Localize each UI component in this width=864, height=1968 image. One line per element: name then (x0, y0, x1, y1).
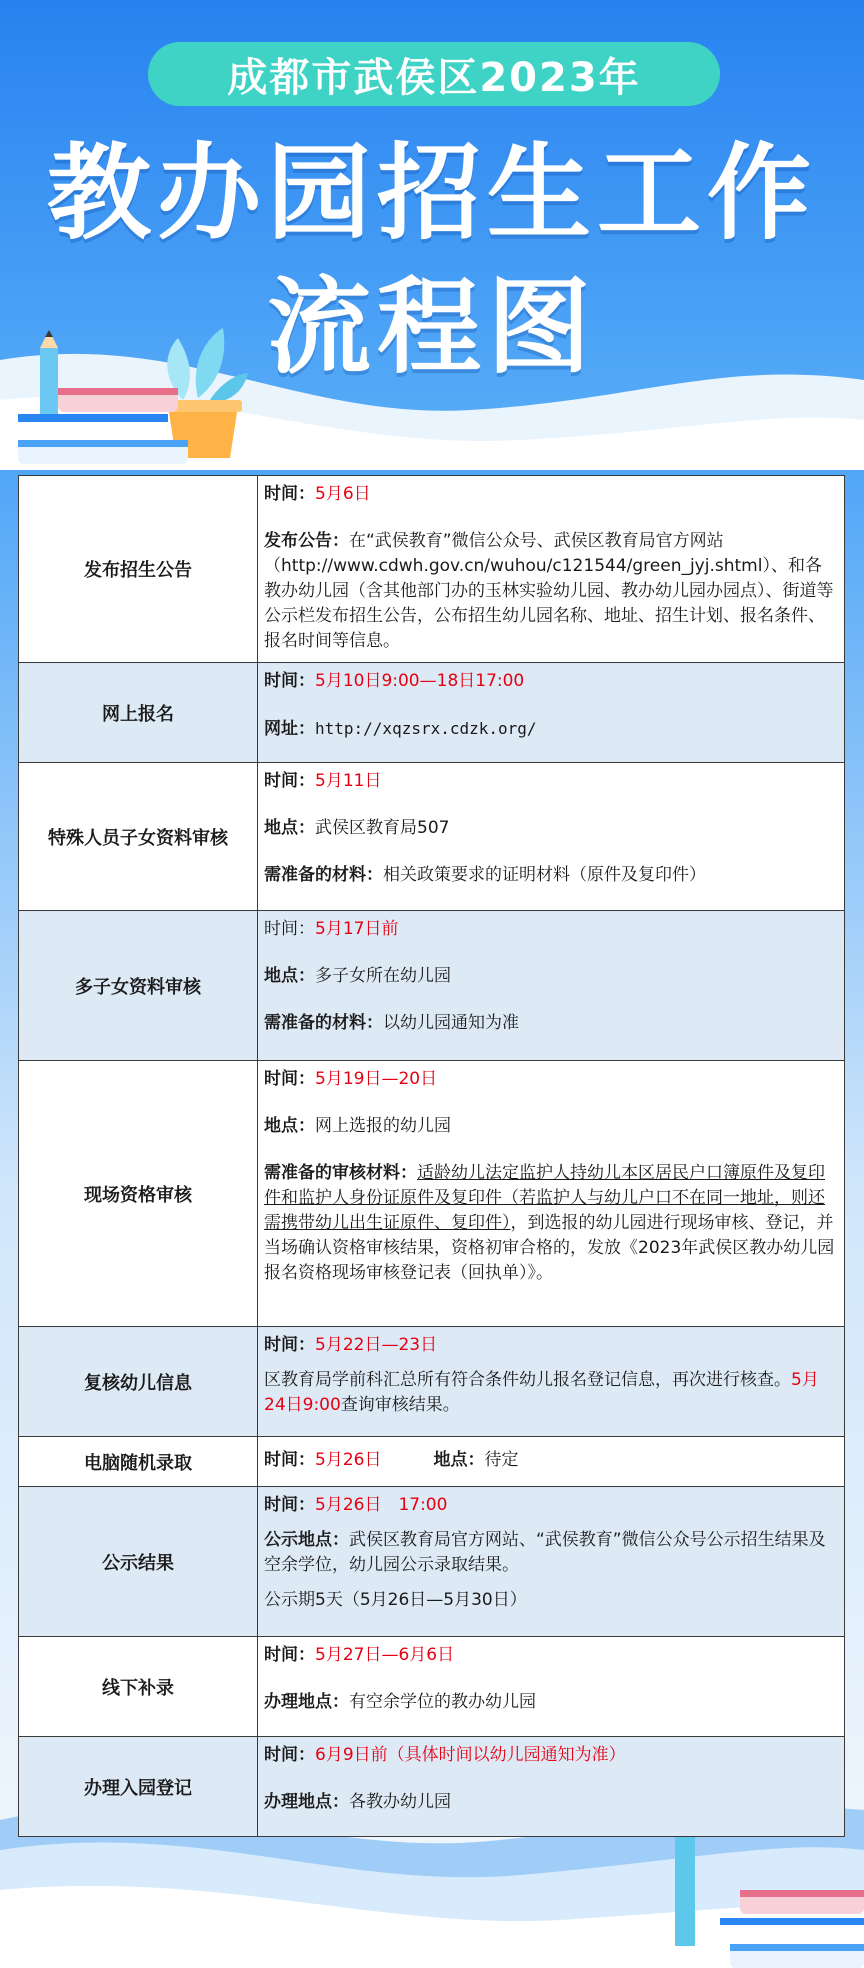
time-key: 时间： (264, 671, 315, 691)
place-key: 办理地点： (264, 1692, 349, 1712)
desc-text: 在“武侯教育”微信公众号、武侯区教育局官方网站（http://www.cdwh.gov.cn/wuhou/c121544/green_jyj.shtml）、和各教办幼儿园（含其他部门办的玉林实验幼儿园、教办幼儿园办园点）、街道等公示栏发布招生公告，公布招生幼儿园名称、地址、招生计划、报名条件、报名时间等信息。 (264, 531, 834, 651)
step-content (258, 1487, 845, 1637)
place-key: 公示地点： (264, 1530, 349, 1550)
table-row (19, 1061, 845, 1327)
time-key: 时间： (264, 771, 315, 791)
table-row (19, 1437, 845, 1487)
step-content (258, 1437, 845, 1487)
period-text: 公示期5天（5月26日—5月30日） (264, 1590, 527, 1610)
table-row (19, 1487, 845, 1637)
material-key: 需准备的审核材料： (264, 1163, 417, 1183)
step-content (258, 1327, 845, 1437)
time-key: 时间： (264, 1069, 315, 1089)
step-content (258, 911, 845, 1061)
time-value: 6月9日前（具体时间以幼儿园通知为准） (315, 1745, 626, 1765)
material-key: 需准备的材料： (264, 865, 383, 885)
place-key: 办理地点： (264, 1792, 349, 1812)
place-value: 有空余学位的教办幼儿园 (349, 1692, 536, 1712)
step-label: 线下补录 (19, 1637, 258, 1737)
time-value: 5月22日—23日 (315, 1335, 438, 1355)
registration-url-link[interactable]: http://xqzsrx.cdzk.org/ (315, 719, 537, 738)
books-pencil-plant-icon (18, 328, 248, 468)
step-label: 多子女资料审核 (19, 911, 258, 1061)
time-key: 时间： (264, 919, 315, 939)
time-value: 5月19日—20日 (315, 1069, 438, 1089)
time-key: 时间： (264, 1645, 315, 1665)
time-value: 5月10日9:00—18日17:00 (315, 671, 525, 691)
place-value: 多子女所在幼儿园 (315, 966, 451, 986)
enrollment-flow-table (18, 475, 845, 1837)
time-key: 时间： (264, 484, 315, 504)
place-key: 地点： (264, 966, 315, 986)
table-row (19, 476, 845, 663)
step-label: 发布招生公告 (19, 476, 258, 663)
place-key: 地点： (264, 1116, 315, 1136)
time-key: 时间： (264, 1495, 315, 1515)
result-time: 5月24日9:00 (264, 1370, 819, 1415)
place-key: 地点： (264, 818, 315, 838)
place-value: 待定 (484, 1450, 519, 1470)
step-content (258, 1637, 845, 1737)
step-label: 网上报名 (19, 663, 258, 763)
time-value: 5月26日 (315, 1450, 382, 1470)
material-rest: ，到选报的幼儿园进行现场审核、登记，并当场确认资格审核结果，资格初审合格的，发放《2023年武侯区教办幼儿园报名资格现场审核登记表（回执单）》。 (264, 1213, 835, 1283)
time-value: 5月6日 (315, 484, 371, 504)
material-underlined: 适龄幼儿法定监护人持幼儿本区居民户口簿原件及复印件和监护人身份证原件及复印件（若监护人与幼儿户口不在同一地址，则还需携带幼儿出生证原件、复印件） (264, 1163, 825, 1233)
time-key: 时间： (264, 1450, 315, 1470)
place-value: 武侯区教育局官方网站、“武侯教育”微信公众号公示招生结果及空余学位，幼儿园公示录取结果。 (264, 1530, 826, 1575)
page-title-line2: 流程图 (266, 266, 597, 388)
table-row (19, 763, 845, 911)
table-row (19, 1327, 845, 1437)
page-title: 教办园招生工作 (46, 132, 817, 254)
time-value: 5月11日 (315, 771, 382, 791)
step-content (258, 663, 845, 763)
time-value: 5月26日 17:00 (315, 1495, 448, 1515)
table-row (19, 911, 845, 1061)
step-content (258, 476, 845, 663)
header-banner (0, 0, 864, 470)
step-label: 电脑随机录取 (19, 1437, 258, 1487)
material-key: 需准备的材料： (264, 1013, 383, 1033)
desc-key: 发布公告： (264, 531, 349, 551)
time-key: 时间： (264, 1335, 315, 1355)
table-row (19, 1637, 845, 1737)
step-content (258, 1061, 845, 1327)
result-text: 查询审核结果。 (340, 1395, 460, 1415)
time-key: 时间： (264, 1745, 315, 1765)
place-key: 地点： (433, 1450, 485, 1470)
desc-text: 区教育局学前科汇总所有符合条件幼儿报名登记信息，再次进行核查。 (264, 1370, 791, 1390)
place-value: 武侯区教育局507 (315, 818, 450, 838)
step-label: 办理入园登记 (19, 1737, 258, 1837)
step-content (258, 1737, 845, 1837)
place-value: 各教办幼儿园 (349, 1792, 451, 1812)
subtitle-pill: 成都市武侯区2023年 (148, 42, 720, 106)
step-label: 现场资格审核 (19, 1061, 258, 1327)
step-content (258, 763, 845, 911)
table-row (19, 663, 845, 763)
place-value: 网上选报的幼儿园 (315, 1116, 451, 1136)
url-key: 网址： (264, 719, 315, 739)
step-label: 特殊人员子女资料审核 (19, 763, 258, 911)
material-value: 相关政策要求的证明材料（原件及复印件） (383, 865, 706, 885)
table-row (19, 1737, 845, 1837)
time-value: 5月17日前 (315, 919, 399, 939)
step-label: 公示结果 (19, 1487, 258, 1637)
step-label: 复核幼儿信息 (19, 1327, 258, 1437)
material-value: 以幼儿园通知为准 (383, 1013, 519, 1033)
time-value: 5月27日—6月6日 (315, 1645, 455, 1665)
